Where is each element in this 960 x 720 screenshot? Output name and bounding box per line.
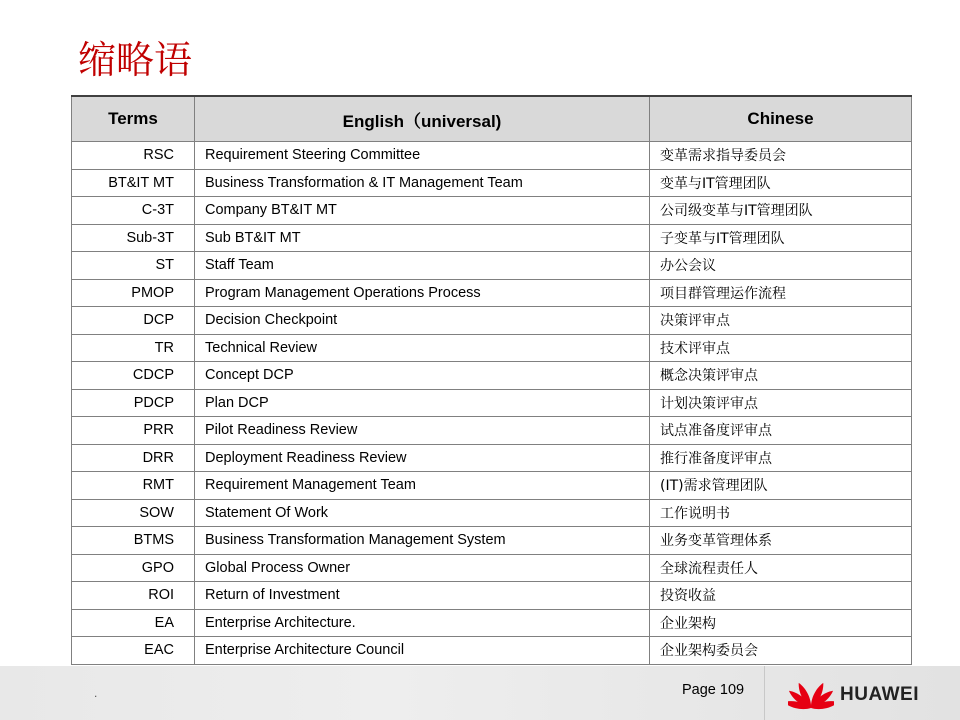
- footer-divider: [764, 666, 765, 720]
- term-cell: BT&IT MT: [72, 169, 195, 197]
- english-cell: Statement Of Work: [195, 499, 650, 527]
- english-cell: Enterprise Architecture.: [195, 609, 650, 637]
- table-row: [72, 224, 912, 252]
- table-row: [72, 142, 912, 170]
- term-cell: TR: [72, 334, 195, 362]
- table-row: [72, 554, 912, 582]
- english-cell: Requirement Steering Committee: [195, 142, 650, 170]
- english-cell: Global Process Owner: [195, 554, 650, 582]
- chinese-cell: 投资收益: [650, 582, 912, 610]
- chinese-cell: 公司级变革与IT管理团队: [650, 197, 912, 225]
- chinese-cell: 计划决策评审点: [650, 389, 912, 417]
- term-cell: ST: [72, 252, 195, 280]
- english-cell: Program Management Operations Process: [195, 279, 650, 307]
- term-cell: PRR: [72, 417, 195, 445]
- table-row: [72, 169, 912, 197]
- header-chinese: Chinese: [650, 96, 912, 142]
- english-cell: Decision Checkpoint: [195, 307, 650, 335]
- term-cell: ROI: [72, 582, 195, 610]
- term-cell: DRR: [72, 444, 195, 472]
- term-cell: PDCP: [72, 389, 195, 417]
- english-cell: Plan DCP: [195, 389, 650, 417]
- table-row: [72, 499, 912, 527]
- table-row: [72, 417, 912, 445]
- table-body: [72, 142, 912, 665]
- header-terms: Terms: [72, 96, 195, 142]
- english-cell: Business Transformation & IT Management Team: [195, 169, 650, 197]
- table-row: [72, 582, 912, 610]
- term-cell: EAC: [72, 637, 195, 665]
- chinese-cell: 子变革与IT管理团队: [650, 224, 912, 252]
- term-cell: RMT: [72, 472, 195, 500]
- chinese-cell: 工作说明书: [650, 499, 912, 527]
- chinese-cell: 决策评审点: [650, 307, 912, 335]
- table-header-row: [72, 96, 912, 142]
- chinese-cell: 企业架构: [650, 609, 912, 637]
- english-cell: Company BT&IT MT: [195, 197, 650, 225]
- term-cell: SOW: [72, 499, 195, 527]
- table-row: [72, 252, 912, 280]
- huawei-petal-logo-icon: [788, 676, 834, 710]
- term-cell: PMOP: [72, 279, 195, 307]
- term-cell: DCP: [72, 307, 195, 335]
- table-row: [72, 637, 912, 665]
- header-english: English（universal): [195, 96, 650, 142]
- table-row: [72, 444, 912, 472]
- chinese-cell: 项目群管理运作流程: [650, 279, 912, 307]
- table-row: [72, 307, 912, 335]
- chinese-cell: 变革与IT管理团队: [650, 169, 912, 197]
- chinese-cell: (IT)需求管理团队: [650, 472, 912, 500]
- chinese-cell: 概念决策评审点: [650, 362, 912, 390]
- abbreviations-table: [71, 95, 912, 665]
- term-cell: RSC: [72, 142, 195, 170]
- term-cell: C-3T: [72, 197, 195, 225]
- english-cell: Enterprise Architecture Council: [195, 637, 650, 665]
- english-cell: Return of Investment: [195, 582, 650, 610]
- table-row: [72, 389, 912, 417]
- footer-dot: .: [94, 686, 98, 700]
- chinese-cell: 推行准备度评审点: [650, 444, 912, 472]
- chinese-cell: 全球流程责任人: [650, 554, 912, 582]
- english-cell: Sub BT&IT MT: [195, 224, 650, 252]
- table-row: [72, 362, 912, 390]
- chinese-cell: 变革需求指导委员会: [650, 142, 912, 170]
- table-row: [72, 334, 912, 362]
- chinese-cell: 试点准备度评审点: [650, 417, 912, 445]
- chinese-cell: 技术评审点: [650, 334, 912, 362]
- english-cell: Business Transformation Management System: [195, 527, 650, 555]
- term-cell: GPO: [72, 554, 195, 582]
- table-row: [72, 527, 912, 555]
- chinese-cell: 企业架构委员会: [650, 637, 912, 665]
- table-row: [72, 472, 912, 500]
- page-number: Page 109: [682, 682, 745, 698]
- chinese-cell: 业务变革管理体系: [650, 527, 912, 555]
- slide-title: 缩略语: [78, 38, 193, 82]
- english-cell: Deployment Readiness Review: [195, 444, 650, 472]
- table-row: [72, 197, 912, 225]
- term-cell: CDCP: [72, 362, 195, 390]
- english-cell: Concept DCP: [195, 362, 650, 390]
- term-cell: EA: [72, 609, 195, 637]
- english-cell: Technical Review: [195, 334, 650, 362]
- term-cell: BTMS: [72, 527, 195, 555]
- english-cell: Staff Team: [195, 252, 650, 280]
- term-cell: Sub-3T: [72, 224, 195, 252]
- english-cell: Pilot Readiness Review: [195, 417, 650, 445]
- huawei-wordmark: HUAWEI: [840, 684, 919, 705]
- table-row: [72, 279, 912, 307]
- chinese-cell: 办公会议: [650, 252, 912, 280]
- table-row: [72, 609, 912, 637]
- english-cell: Requirement Management Team: [195, 472, 650, 500]
